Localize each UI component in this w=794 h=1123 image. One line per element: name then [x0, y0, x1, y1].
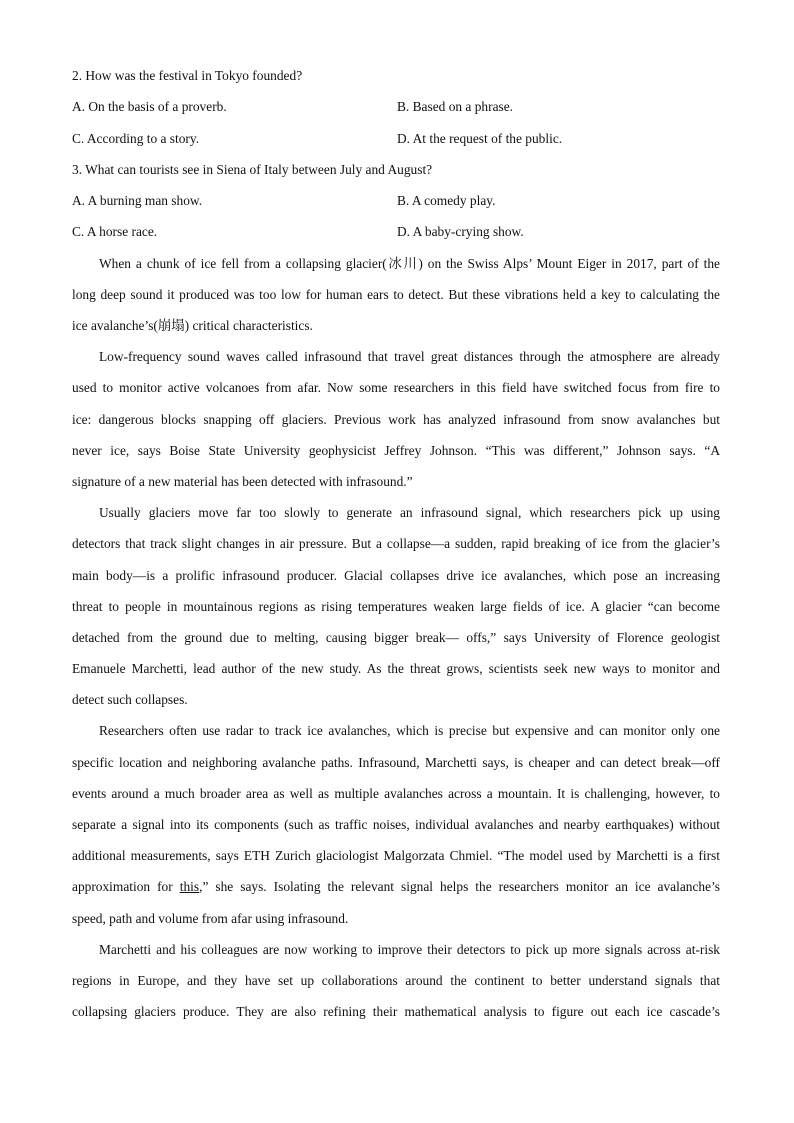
q3-option-b: B. A comedy play. [397, 193, 496, 208]
paragraph-4-line: events around a much broader area as well as multiple avalanches across a mountain. It is challenging, however, to [72, 786, 720, 801]
paragraph-3-line: Emanuele Marchetti, lead author of the new study. As the threat grows, scientists seek new ways to monitor and [72, 661, 720, 676]
paragraph-3-line: Usually glaciers move far too slowly to generate an infrasound signal, which researchers pick up using [99, 505, 720, 520]
paragraph-2-line: used to monitor active volcanoes from afar. Now some researchers in this field have switched focus from fire to [72, 380, 720, 395]
paragraph-2-line: signature of a new material has been detected with infrasound.” [72, 474, 413, 489]
paragraph-4-line: additional measurements, says ETH Zurich glaciologist Malgorzata Chmiel. “The model used by Marchetti is a first [72, 848, 720, 863]
paragraph-5-line: regions in Europe, and they have set up collaborations around the continent to better understand signals that [72, 973, 720, 988]
q3-option-d: D. A baby-crying show. [397, 224, 524, 239]
paragraph-4-line: speed, path and volume from afar using infrasound. [72, 911, 349, 926]
paragraph-3-line: detectors that track slight changes in air pressure. But a collapse—a sudden, rapid breaking of ice from the glacier’s [72, 536, 720, 551]
paragraph-3-line: detect such collapses. [72, 692, 188, 707]
underlined-word-this: this [179, 879, 200, 894]
q3-option-c: C. A horse race. [72, 224, 158, 239]
paragraph-4-line: specific location and neighboring avalanche paths. Infrasound, Marchetti says, is cheaper and can detect break—off [72, 755, 720, 770]
line-text: approximation for [72, 879, 180, 894]
paragraph-2-line: never ice, says Boise State University geophysicist Jeffrey Johnson. “This was different,” Johnson says. “A [72, 443, 720, 458]
paragraph-1-line: When a chunk of ice fell from a collapsing glacier(冰川) on the Swiss Alps’ Mount Eiger in 2017, part of the [99, 256, 720, 271]
question-3-stem: 3. What can tourists see in Siena of Italy between July and August? [72, 162, 433, 177]
q2-option-a: A. On the basis of a proverb. [72, 99, 227, 114]
q3-option-a: A. A burning man show. [72, 193, 203, 208]
paragraph-4-line: Researchers often use radar to track ice avalanches, which is precise but expensive and can monitor only one [99, 723, 720, 738]
q2-option-c: C. According to a story. [72, 131, 200, 146]
q2-option-d: D. At the request of the public. [397, 131, 563, 146]
paragraph-2-line: ice: dangerous blocks snapping off glaciers. Previous work has analyzed infrasound from snow avalanches but [72, 412, 720, 427]
paragraph-4-line [72, 877, 720, 897]
paragraph-1-line: ice avalanche’s(崩塌) critical characteristics. [72, 318, 313, 333]
paragraph-5-line: Marchetti and his colleagues are now working to improve their detectors to pick up more signals across at-risk [99, 942, 720, 957]
paragraph-3-line: threat to people in mountainous regions as rising temperatures weaken large fields of ice. A glacier “can become [72, 599, 720, 614]
paragraph-1-line: long deep sound it produced was too low for human ears to detect. But these vibrations held a key to calculating the [72, 287, 720, 302]
q2-option-b: B. Based on a phrase. [397, 99, 514, 114]
paragraph-5-line: collapsing glaciers produce. They are also refining their mathematical analysis to figure out each ice cascade’s [72, 1004, 720, 1019]
paragraph-4-line: separate a signal into its components (such as traffic noises, individual avalanches and nearby earthquakes) without [72, 817, 720, 832]
paragraph-3-line: detached from the ground due to melting, causing bigger break— offs,” says University of Florence geologist [72, 630, 720, 645]
paragraph-2-line: Low-frequency sound waves called infrasound that travel great distances through the atmosphere are already [99, 349, 720, 364]
paragraph-3-line: main body—is a prolific infrasound producer. Glacial collapses drive ice avalanches, which pose an increasing [72, 568, 720, 583]
question-2-stem: 2. How was the festival in Tokyo founded? [72, 68, 303, 83]
line-text: ,” she says. Isolating the relevant signal helps the researchers monitor an ice avalanche’s [199, 879, 720, 894]
